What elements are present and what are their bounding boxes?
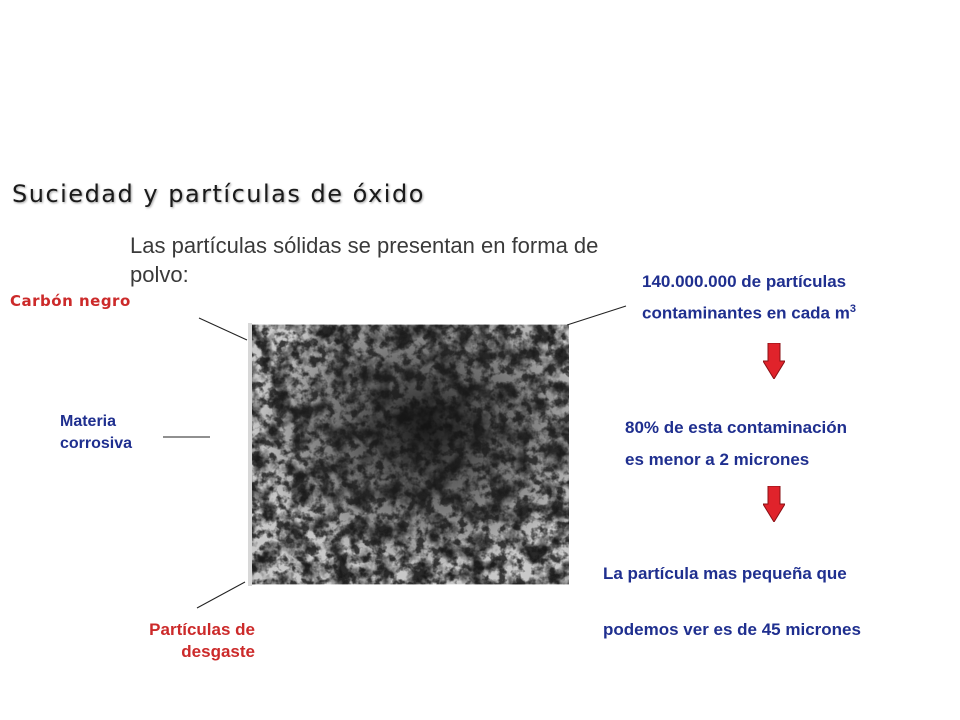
stat-smallest-visible-1: La partícula mas pequeña que bbox=[603, 564, 847, 583]
leader-line-carbon bbox=[199, 318, 247, 340]
stat-contamination-percent: 80% de esta contaminación bbox=[625, 418, 848, 437]
slide-subtitle: Las partículas sólidas se presentan en forma de polvo: bbox=[130, 233, 599, 287]
slide-title: Suciedad y partículas de óxido bbox=[12, 180, 425, 208]
label-corrosive-matter: Materia corrosiva bbox=[60, 413, 133, 452]
label-carbon-black: Carbón negro bbox=[10, 292, 131, 310]
label-wear-particles: Partículas de desgaste bbox=[149, 620, 255, 661]
leader-line-stat bbox=[567, 306, 626, 325]
arrow-down-icon bbox=[763, 343, 785, 379]
stat-contamination-size: es menor a 2 micrones bbox=[625, 450, 810, 469]
leader-line-desgaste bbox=[197, 582, 245, 608]
stat-particles-count: 140.000.000 de partículas bbox=[642, 272, 847, 291]
stat-particles-per-m3: contaminantes en cada $m^3$ bbox=[642, 303, 856, 323]
stat-smallest-visible-2: podemos ver es de 45 micrones bbox=[603, 620, 861, 639]
arrow-down-icon bbox=[763, 486, 785, 522]
